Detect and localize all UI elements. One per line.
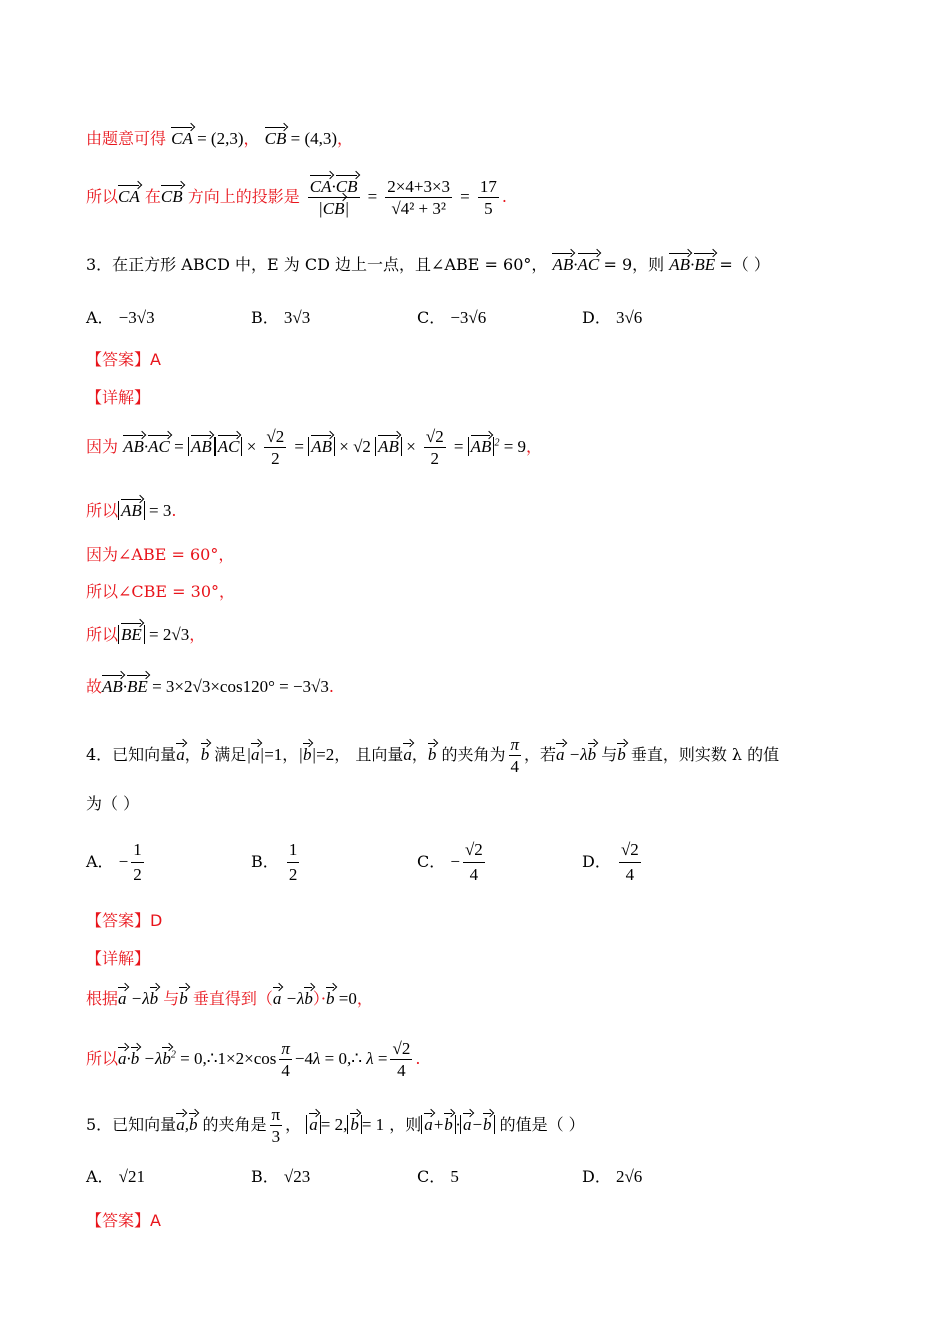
intro-line-2: 所以CA 在CB 方向上的投影是 $\frac{CA\cdot CB}{|CB|}$ = $\frac{2\times 4+3\times 3}{\text{√4² + 3²}}$ = $\frac{17}{5}$ . [86,177,507,218]
q3-answer-tag: 【答案】A [86,350,161,369]
intro-line-1: 由题意可得 CA = (2,3)， CB = (4,3)， [86,129,354,148]
q3-step-6: 故AB·BE = 3×2√3×cos120° = −3√3. [86,677,334,696]
q4-option-a[interactable]: A． − $\frac{1}{2}$ [86,840,142,884]
intro-text: 由题意可得 [86,129,167,148]
q3-option-a[interactable]: A． −3√3 [86,308,155,327]
q3-step-1: 因为 AB·AC = AB AC × $\frac{√2}{2}$ = AB × √2 AB × $\frac{√2}{2}$ = AB $^2$ = 9， [86,427,543,468]
proj-numerator: 2×4+3×3 [387,177,451,196]
q3-step-2: 所以 AB = 3. [86,501,177,520]
q3-stem: 3．在正方形 ABCD 中，E 为 CD 边上一点，且∠ABE = 60°， AB·AC = 9，则 AB·BE =（ ） [86,255,770,274]
q3-stem-end: =（ ） [719,255,770,274]
q4-detail-tag: 【详解】 [86,949,151,968]
q3-option-b[interactable]: B． 3√3 [251,308,311,327]
q5-option-b[interactable]: B． √23 [251,1167,311,1186]
proj-denominator: 4² + 3² [400,199,446,218]
q3-detail-tag: 【详解】 [86,388,151,407]
q4-option-d[interactable]: D． $\frac{√2}{4}$ [582,840,639,884]
q3-step-4: 所以∠CBE = 30°， [86,582,236,601]
q4-step-2: 所以$a\cdot b -\lambda b^2$ = 0,∴1×2×cos $\frac{\pi}{4}$ −4λ = 0,∴ λ = $\frac{√2}{4}$ . [86,1039,421,1080]
q5-stem: 5．已知向量a,b 的夹角是 $\frac{\pi}{3}$ ， a = 2, b = 1 ，则 a+b · a−b 的值是（ ） [86,1105,585,1146]
q3-step-3: 因为∠ABE = 60°， [86,545,235,564]
result-denominator: 5 [484,199,493,218]
q5-answer-tag: 【答案】A [86,1211,161,1230]
q4-step-1: 根据a −λb 与b 垂直得到（a −λb）·b =0， [86,989,373,1008]
q5-option-d[interactable]: D． 2√6 [582,1167,643,1186]
q4-option-c[interactable]: C． − $\frac{√2}{4}$ [417,840,483,884]
q3-stem-dot: = 9，则 [603,255,665,274]
intro-text: 在 [144,187,161,206]
q5-option-c[interactable]: C． 5 [417,1167,459,1186]
cb-value: = (4,3) [290,129,338,148]
q4-answer-tag: 【答案】D [86,911,163,930]
q4-stem-line-2: 为（ ） [86,794,140,813]
q3-step-5: 所以 BE = 2√3， [86,625,206,644]
intro-text: 所以 [86,187,119,206]
q3-option-d[interactable]: D． 3√6 [582,308,643,327]
q3-stem-text: 3．在正方形 ABCD 中，E 为 CD 边上一点，且∠ABE = 60°， [86,255,548,274]
result-numerator: 17 [479,177,497,196]
q3-option-c[interactable]: C． −3√6 [417,308,487,327]
q4-stem: 4．已知向量a，b 满足|a|=1，|b|=2， 且向量a，b 的夹角为 $\frac{\pi}{4}$ ，若a −λb 与b 垂直，则实数 λ 的值 [86,735,780,776]
q4-option-b[interactable]: B． $\frac{1}{2}$ [251,840,298,884]
ca-value: = (2,3) [197,129,244,148]
q5-option-a[interactable]: A． √21 [86,1167,145,1186]
intro-text: 方向上的投影是 [187,187,300,206]
